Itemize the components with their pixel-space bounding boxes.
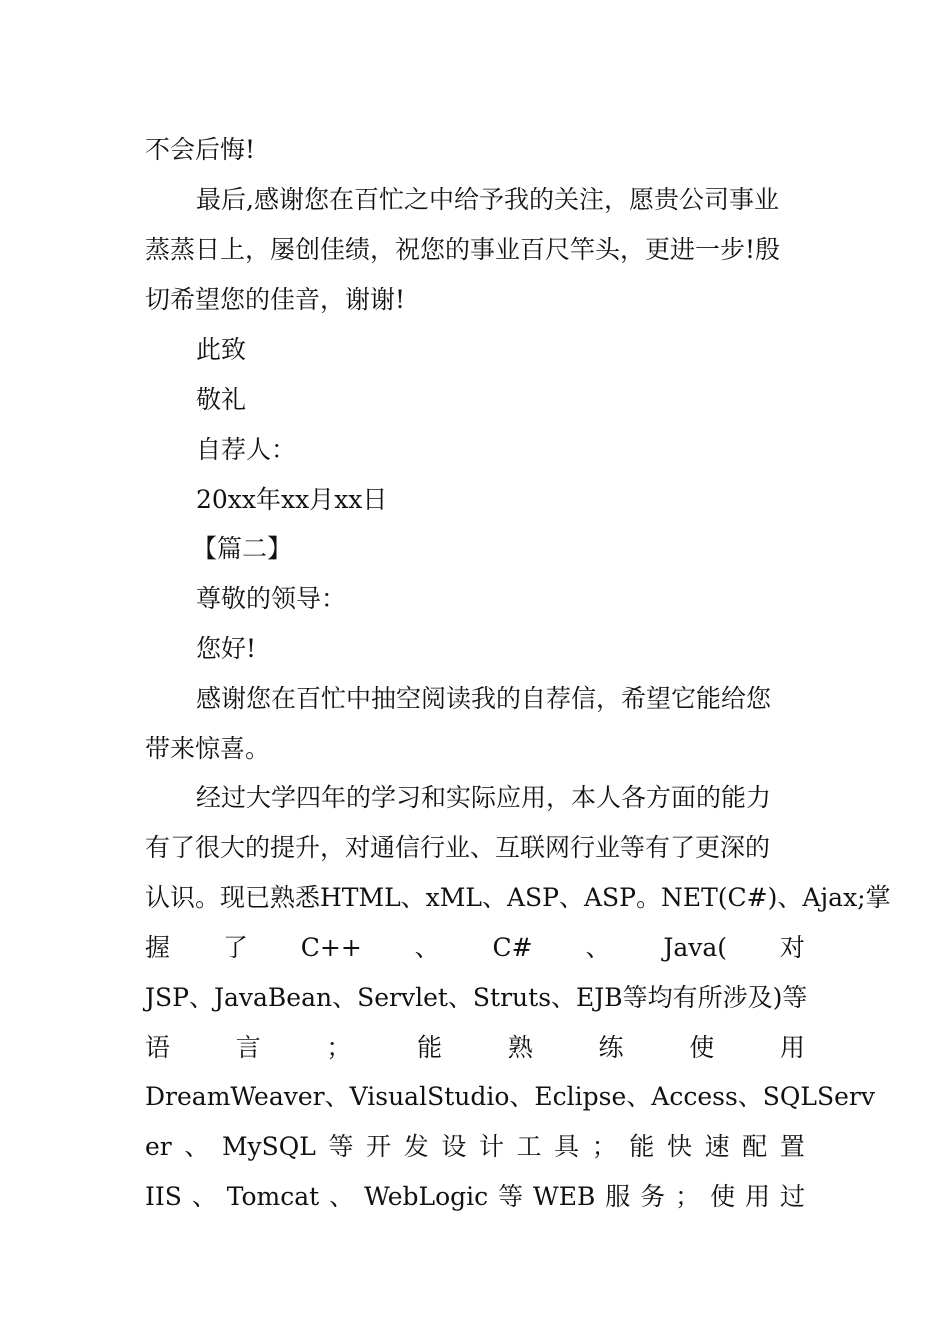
- word: 、: [414, 933, 440, 962]
- justified-line-2: [145, 1031, 805, 1065]
- word: C#: [492, 933, 533, 962]
- word: 握: [145, 933, 171, 962]
- text-line: 认识。现已熟悉HTML、xML、ASP、ASP。NET(C#)、Ajax;掌: [145, 883, 891, 912]
- word: 使: [689, 1033, 715, 1062]
- word: 发: [403, 1132, 429, 1161]
- word: 过: [779, 1182, 805, 1211]
- word: ；: [591, 1132, 617, 1161]
- word: 快: [666, 1132, 692, 1161]
- date-line: 20xx年xx月xx日: [196, 485, 388, 514]
- word: 、: [191, 1182, 217, 1211]
- word: WebLogic: [364, 1182, 489, 1211]
- paragraph-line: 感谢您在百忙中抽空阅读我的自荐信，希望它能给您: [196, 684, 772, 713]
- word: IIS: [145, 1182, 182, 1211]
- word: 务: [640, 1182, 666, 1211]
- word: Tomcat: [226, 1182, 320, 1211]
- word: 设: [441, 1132, 467, 1161]
- greeting-line: 您好!: [196, 634, 257, 663]
- closing-regards: 敬礼: [196, 385, 247, 414]
- word: 等: [328, 1132, 354, 1161]
- text-line: 蒸蒸日上，屡创佳绩，祝您的事业百尺竿头，更进一步!殷: [145, 235, 781, 264]
- text-line: 带来惊喜。: [145, 734, 271, 763]
- word: 等: [498, 1182, 524, 1211]
- word: er: [145, 1132, 172, 1161]
- word: 能: [629, 1132, 655, 1161]
- word: 、: [184, 1132, 210, 1161]
- word: 用: [745, 1182, 771, 1211]
- word: 、: [585, 933, 611, 962]
- text-line: 有了很大的提升，对通信行业、互联网行业等有了更深的: [145, 833, 771, 862]
- word: WEB: [533, 1182, 596, 1211]
- word: 、: [329, 1182, 355, 1211]
- text-line: JSP、JavaBean、Servlet、Struts、EJB等均有所涉及)等: [145, 983, 808, 1012]
- word: 语: [145, 1033, 171, 1062]
- word: 熟: [507, 1033, 533, 1062]
- text-line: 切希望您的佳音，谢谢!: [145, 285, 406, 314]
- closing-salutation: 此致: [196, 335, 247, 364]
- section-heading: 【篇二】: [192, 534, 293, 563]
- word: C++: [300, 933, 362, 962]
- word: 速: [704, 1132, 730, 1161]
- word: 使: [710, 1182, 736, 1211]
- word: 服: [605, 1182, 631, 1211]
- greeting-line: 尊敬的领导：: [196, 584, 347, 613]
- word: 了: [222, 933, 248, 962]
- paragraph-line: 经过大学四年的学习和实际应用，本人各方面的能力: [196, 783, 772, 812]
- signature-label: 自荐人：: [196, 435, 297, 464]
- word: 开: [366, 1132, 392, 1161]
- word: 能: [417, 1033, 443, 1062]
- justified-line-3: [145, 1130, 805, 1164]
- justified-line-1: [145, 931, 805, 965]
- word: 练: [598, 1033, 624, 1062]
- word: 言: [235, 1033, 261, 1062]
- word: 用: [779, 1033, 805, 1062]
- justified-line-4: [145, 1180, 805, 1214]
- word: ；: [326, 1033, 352, 1062]
- paragraph-line: 最后,感谢您在百忙之中给予我的关注，愿贵公司事业: [196, 185, 779, 214]
- word: 计: [478, 1132, 504, 1161]
- word: 工: [516, 1132, 542, 1161]
- text-line: 不会后悔!: [145, 135, 256, 164]
- word: 配: [742, 1132, 768, 1161]
- text-line: DreamWeaver、VisualStudio、Eclipse、Access、SQLServ: [145, 1082, 875, 1111]
- word: ；: [675, 1182, 701, 1211]
- word: 具: [554, 1132, 580, 1161]
- word: Java(: [663, 933, 728, 962]
- word: 对: [779, 933, 805, 962]
- word: 置: [779, 1132, 805, 1161]
- word: MySQL: [221, 1132, 316, 1161]
